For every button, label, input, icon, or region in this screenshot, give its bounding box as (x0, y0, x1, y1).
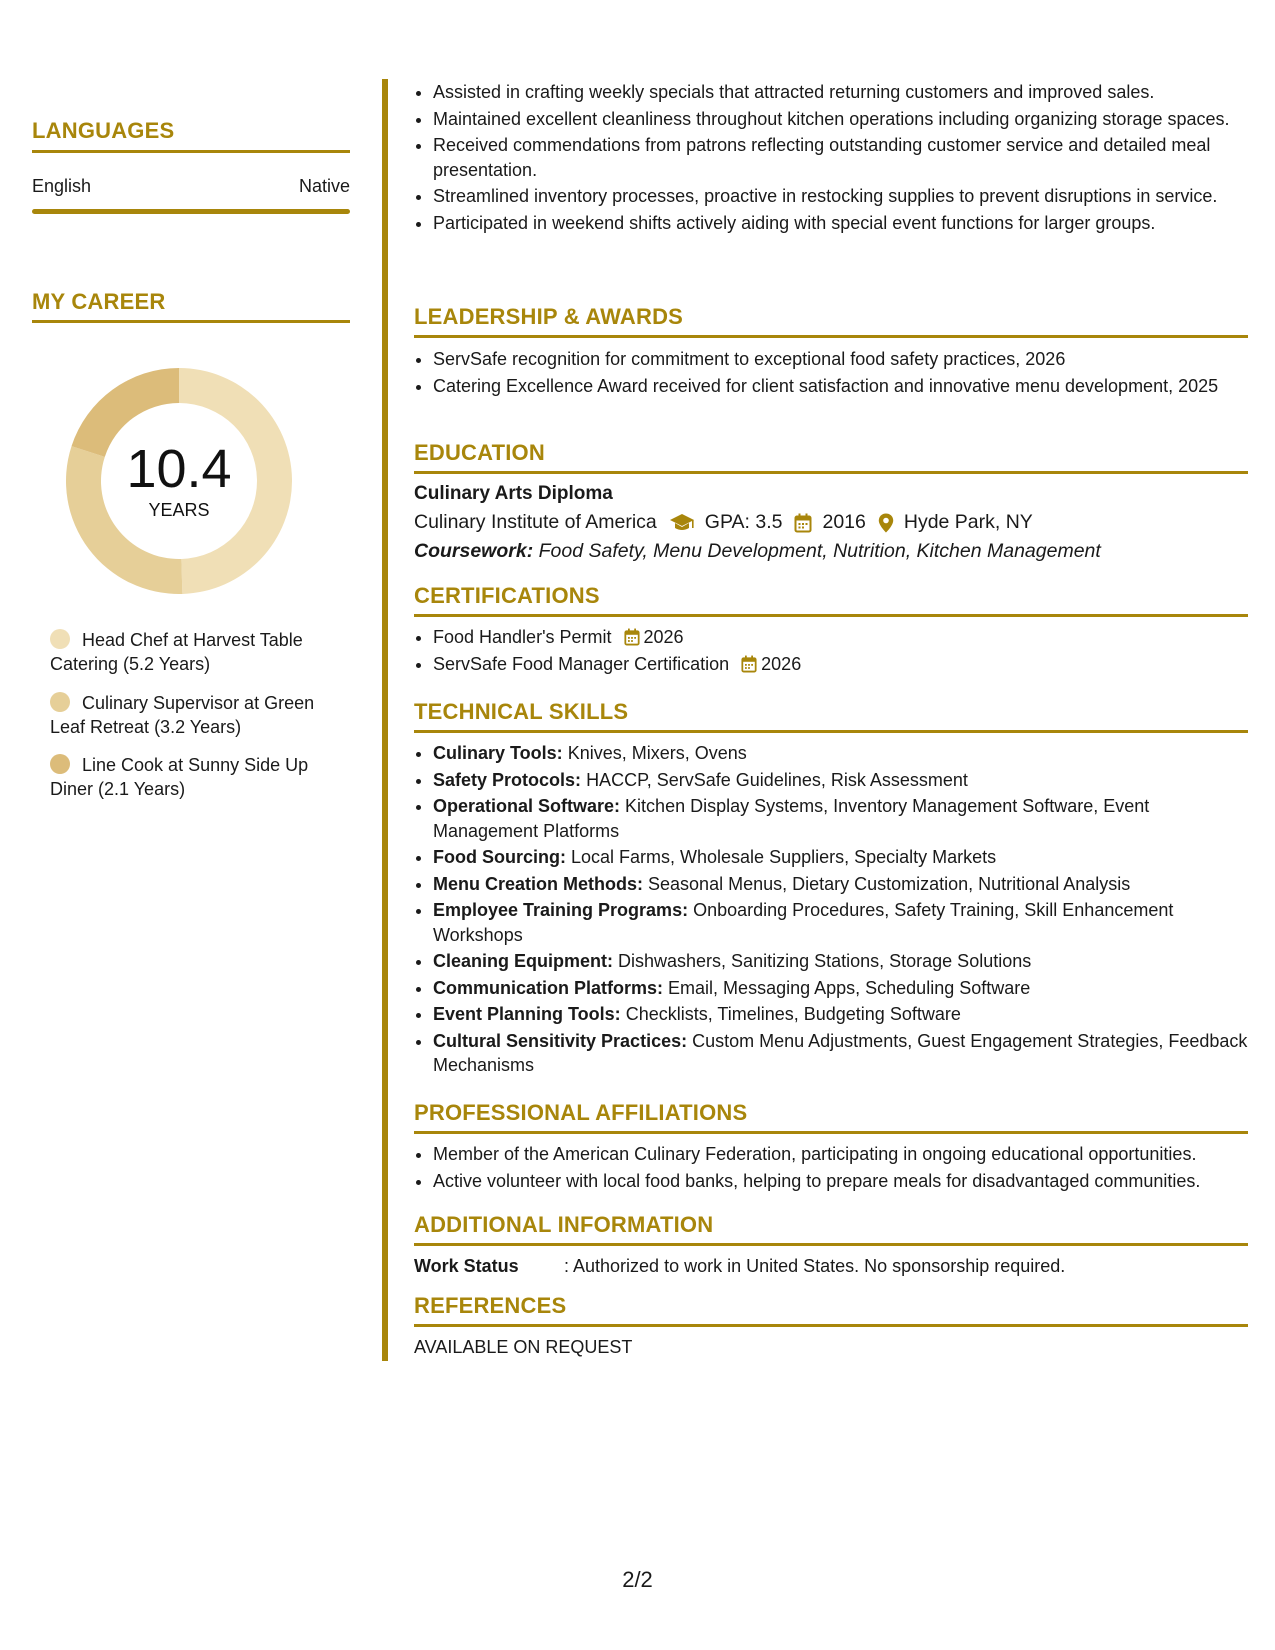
coursework-label: Coursework: (414, 540, 534, 562)
page-number: 2/2 (622, 1567, 653, 1592)
career-title: MY CAREER (32, 289, 166, 314)
career-legend-item (50, 628, 350, 676)
gpa: GPA: 3.5 (704, 511, 783, 533)
language-row (32, 176, 350, 197)
section-rule (414, 1324, 1248, 1327)
skill-value: Dishwashers, Sanitizing Stations, Storage Solutions (618, 951, 1032, 971)
languages-rule (32, 150, 350, 153)
education-details (414, 511, 1248, 534)
skill-item (433, 976, 1248, 1001)
additional-section (414, 1212, 1248, 1277)
degree-name: Culinary Arts Diploma (414, 483, 613, 504)
legend-dot (50, 629, 70, 649)
work-status-value: : Authorized to work in United States. No sponsorship required. (564, 1256, 1066, 1276)
legend-label: Line Cook at Sunny Side Up Diner (2.1 Years) (50, 755, 309, 799)
legend-dot (50, 692, 70, 712)
language-name: English (32, 176, 92, 196)
career-legend-item (50, 753, 350, 801)
list-item (433, 652, 1248, 677)
career-donut-chart (66, 368, 292, 594)
leadership-title: LEADERSHIP & AWARDS (414, 304, 684, 329)
list-item: • Maintained excellent cleanliness throughout kitchen operations including organizing storage spaces. (433, 107, 1248, 132)
leadership-section (414, 304, 1248, 400)
skill-key: Cultural Sensitivity Practices: (433, 1030, 688, 1051)
skill-value: Seasonal Menus, Dietary Customization, Nutritional Analysis (648, 873, 1131, 894)
graduation-cap-icon (669, 513, 695, 533)
graduation-year: 2016 (822, 511, 866, 533)
section-rule (414, 614, 1248, 617)
languages-title: LANGUAGES (32, 118, 175, 143)
certifications-title: CERTIFICATIONS (414, 583, 600, 608)
skill-item (433, 845, 1248, 870)
skill-value: Checklists, Timelines, Budgeting Software (625, 1004, 961, 1024)
list-item: • Participated in weekend shifts actively aiding with special event functions for larger groups. (433, 211, 1248, 236)
career-section (32, 289, 350, 323)
school-name: Culinary Institute of America (414, 511, 657, 533)
skill-key: Communication Platforms: (433, 977, 664, 998)
skill-item (433, 1002, 1248, 1027)
section-rule (414, 1243, 1248, 1246)
skill-key: Menu Creation Methods: (433, 873, 643, 894)
language-level-bar (32, 209, 350, 214)
references-text: AVAILABLE ON REQUEST (414, 1337, 633, 1357)
column-divider (382, 79, 388, 1361)
skill-key: Event Planning Tools: (433, 1004, 621, 1024)
references-section (414, 1293, 1248, 1358)
cert-year: 2026 (761, 653, 802, 674)
education-section (414, 440, 1248, 563)
skill-value: Email, Messaging Apps, Scheduling Software (668, 977, 1031, 998)
skill-key: Food Sourcing: (433, 847, 566, 867)
skill-value: Local Farms, Wholesale Suppliers, Specialty Markets (571, 847, 997, 867)
experience-bullets (414, 80, 1248, 237)
skill-value: Kitchen Display Systems, Inventory Management Software, Event Management Platforms (433, 796, 1150, 841)
section-rule (414, 730, 1248, 733)
skill-item (433, 898, 1248, 947)
work-status-row (414, 1256, 1248, 1277)
cert-name: Food Handler's Permit (433, 627, 612, 647)
list-item: • ServSafe recognition for commitment to exceptional food safety practices, 2026 (433, 347, 1248, 372)
skill-key: Operational Software: (433, 796, 621, 816)
skill-key: Cleaning Equipment: (433, 951, 613, 971)
skills-title: TECHNICAL SKILLS (414, 699, 629, 724)
list-item (433, 625, 1248, 650)
skill-key: Culinary Tools: (433, 743, 563, 763)
skill-item (433, 768, 1248, 793)
section-rule (414, 335, 1248, 338)
affiliations-title: PROFESSIONAL AFFILIATIONS (414, 1100, 748, 1125)
skill-value: Knives, Mixers, Ovens (567, 743, 747, 763)
skills-section (414, 699, 1248, 1080)
work-status-label: Work Status (414, 1256, 519, 1276)
cert-name: ServSafe Food Manager Certification (433, 653, 730, 674)
list-item: • Active volunteer with local food banks, helping to prepare meals for disadvantaged communities. (433, 1169, 1248, 1194)
career-total-unit: YEARS (148, 499, 210, 520)
list-item: • Streamlined inventory processes, proactive in restocking supplies to prevent disruptions in service. (433, 184, 1248, 209)
cert-year: 2026 (643, 627, 684, 647)
school-location: Hyde Park, NY (903, 511, 1033, 533)
skill-value: HACCP, ServSafe Guidelines, Risk Assessment (586, 769, 968, 790)
education-title: EDUCATION (414, 440, 545, 465)
skill-key: Safety Protocols: (433, 769, 582, 790)
languages-section (32, 118, 350, 214)
references-title: REFERENCES (414, 1293, 567, 1318)
legend-label: Culinary Supervisor at Green Leaf Retreat (3.2 Years) (50, 693, 315, 737)
calendar-icon (741, 655, 757, 673)
list-item: • Member of the American Culinary Federation, participating in ongoing educational opportunities. (433, 1142, 1248, 1167)
legend-dot (50, 754, 70, 774)
list-item: • Received commendations from patrons reflecting outstanding customer service and detailed meal presentation. (433, 133, 1248, 182)
legend-label: Head Chef at Harvest Table Catering (5.2 Years) (50, 630, 303, 674)
section-rule (414, 471, 1248, 474)
skill-item (433, 872, 1248, 897)
skill-item (433, 1029, 1248, 1078)
calendar-icon (794, 513, 812, 533)
section-rule (414, 1131, 1248, 1134)
list-item: • Catering Excellence Award received for client satisfaction and innovative menu development, 2025 (433, 374, 1248, 399)
coursework-list: Food Safety, Menu Development, Nutrition, Kitchen Management (538, 540, 1101, 562)
donut-center (66, 368, 292, 594)
list-item: • Assisted in crafting weekly specials that attracted returning customers and improved sales. (433, 80, 1248, 105)
location-pin-icon (878, 513, 894, 533)
calendar-icon (624, 628, 640, 646)
career-total-years: 10.4 (126, 438, 232, 499)
language-level: Native (298, 176, 350, 196)
career-rule (32, 320, 350, 323)
skill-value: Onboarding Procedures, Safety Training, Skill Enhancement Workshops (433, 900, 1174, 945)
affiliations-section (414, 1100, 1248, 1195)
skill-value: Custom Menu Adjustments, Guest Engagement Strategies, Feedback Mechanisms (433, 1030, 1248, 1075)
skill-item (433, 794, 1248, 843)
career-legend-item (50, 691, 350, 739)
coursework (414, 540, 1248, 563)
certifications-section (414, 583, 1248, 678)
skill-key: Employee Training Programs: (433, 900, 689, 920)
skill-item (433, 741, 1248, 766)
skill-item (433, 949, 1248, 974)
additional-title: ADDITIONAL INFORMATION (414, 1212, 714, 1237)
